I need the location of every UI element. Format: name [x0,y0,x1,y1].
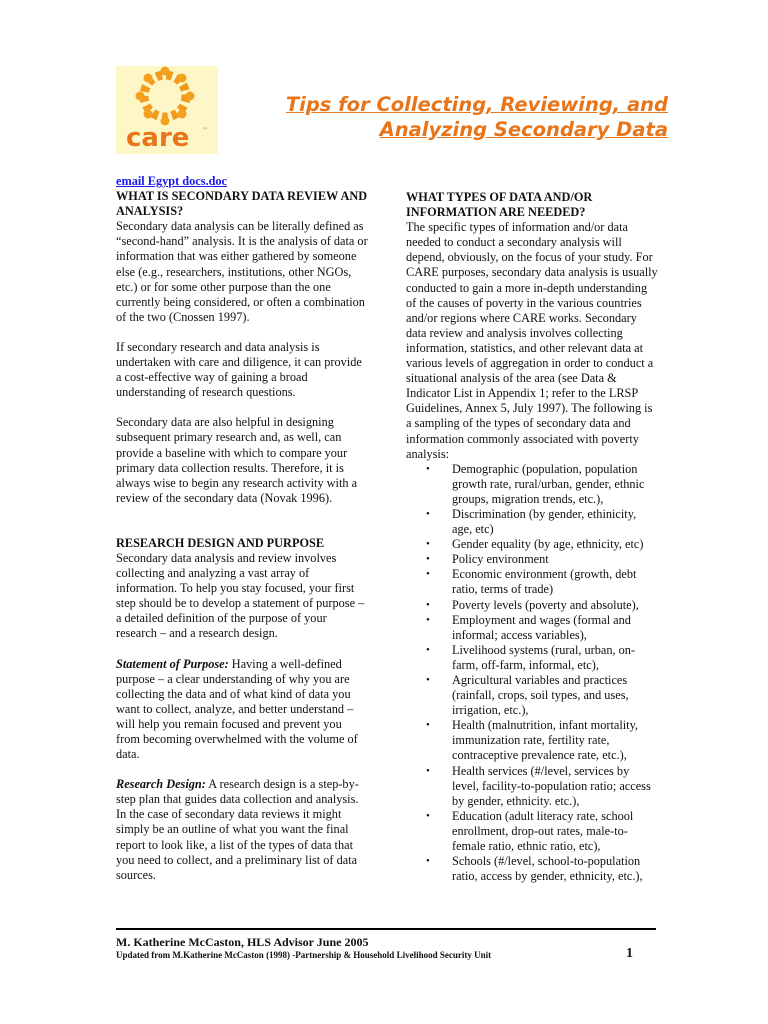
paragraph-baseline: Secondary data are also helpful in designing subsequent primary research and, as well, can provide a baseline with which to compare your primary data collection results. Therefore, it is always wise to begin any research activity with a review of the secondary data (Novak 1996). [116,415,358,505]
list-item: • Health services (#/level, services by level, facility-to-population ratio; access by gender, ethnicity. etc.), [406,764,658,809]
research-design-label: Research Design: [116,777,206,792]
research-design-text: A research design is a step-by-step plan that guides data collection and analysis. In the case of secondary data reviews it might simply be an outline of what you want the final report to look like, a list of the types of data that you need to collect, and a preliminary list of data sources. [116,777,359,882]
care-logo-wordmark: care [126,123,190,153]
list-item: • Livelihood systems (rural, urban, on-farm, off-farm, informal, etc), [406,643,658,673]
page-number: 1 [626,946,633,961]
paragraph-statement-of-purpose [116,657,368,763]
paragraph-definition: Secondary data analysis can be literally defined as “second-hand” analysis. It is the analysis of data or information that was either gathered by someone else (e.g., researchers, institutions, other NGOs, etc.) or for some other purpose than the one currently being considered, or often a combination of the two (Cnossen 1997). [116,219,368,324]
statement-of-purpose-text: Having a well-defined purpose – a clear understanding of why you are collecting the data and of what kind of data you want to collect, analyze, and better understand – will help you remain focused and prevent you from becoming overwhelmed with the volume of data. [116,656,358,762]
document-title [286,92,668,142]
list-item: • Employment and wages (formal and informal; access variables), [406,613,658,643]
list-item: • Demographic (population, population growth rate, rural/urban, gender, ethnic groups, migration trends, etc.), [406,462,658,507]
list-item: • Agricultural variables and practices (rainfall, crops, soil types, and uses, irrigation, etc.), [406,673,658,718]
footer-updated: Updated from M.Katherine McCaston (1998) -Partnership & Household Livelihood Security Unit [116,950,492,960]
data-types-list [406,462,658,885]
footer-divider [116,928,656,930]
section-heading-what-is: WHAT IS SECONDARY DATA REVIEW AND ANALYSIS? [116,189,368,219]
paragraph-research-design [116,777,368,883]
care-logo [116,66,218,154]
title-line-2: Analyzing Secondary Data [379,118,668,141]
list-item: • Discrimination (by gender, ethinicity, age, etc) [406,507,658,537]
list-item: • Health (malnutrition, infant mortality, immunization rate, fertility rate, contraceptive prevalence rate, etc.), [406,718,658,763]
list-item: • Economic environment (growth, debt ratio, terms of trade) [406,567,658,597]
paragraph-cost-effective: If secondary research and data analysis is undertaken with care and diligence, it can provide a cost-effective way of gaining a broad understanding of research questions. [116,339,362,400]
left-column [116,174,368,883]
right-column [406,190,658,884]
care-logo-graphic [116,66,218,154]
title-line-1: Tips for Collecting, Reviewing, and [285,93,668,116]
email-doc-link[interactable]: email Egypt docs.doc [116,174,228,188]
list-item: • Poverty levels (poverty and absolute), [406,598,658,613]
list-item: • Education (adult literacy rate, school enrollment, drop-out rates, male-to-female ratio, ethnic ratio, etc), [406,809,658,854]
trademark-mark: ™ [202,127,208,134]
list-item: • Policy environment [406,552,658,567]
list-item: • Schools (#/level, school-to-population ratio, access by gender, ethnicity, etc.), [406,854,658,884]
paragraph-data-needed: The specific types of information and/or data needed to conduct a secondary analysis will depend, obviously, on the focus of your study. For CARE purposes, secondary data analysis is usually conducted to gain a more in-depth understanding of the causes of poverty in the various countries and/or regions where CARE works. Secondary data review and analysis involves collecting information, statistics, and other relevant data at various levels of aggregation in order to conduct a situational analysis of the area (see Data & Indicator List in Appendix 1; refer to the LRSP Guidelines, Annex 5, July 1997). The following is a sampling of the types of secondary data and information commonly associated with poverty analysis: [406,220,658,461]
section-heading-research-design: RESEARCH DESIGN AND PURPOSE [116,535,325,550]
section-heading-data-types: WHAT TYPES OF DATA AND/OR INFORMATION ARE NEEDED? [406,190,593,220]
list-item: • Gender equality (by age, ethnicity, etc) [406,537,658,552]
paragraph-research-overview: Secondary data analysis and review involves collecting and analyzing a vast array of information. To help you stay focused, your first step should be to develop a statement of purpose – a detailed definition of the purpose of your research – and a research design. [116,550,365,641]
footer-author: M. Katherine McCaston, HLS Advisor June 2005 [116,935,369,949]
care-hands-ring-icon [136,67,195,126]
statement-of-purpose-label: Statement of Purpose: [116,656,229,671]
